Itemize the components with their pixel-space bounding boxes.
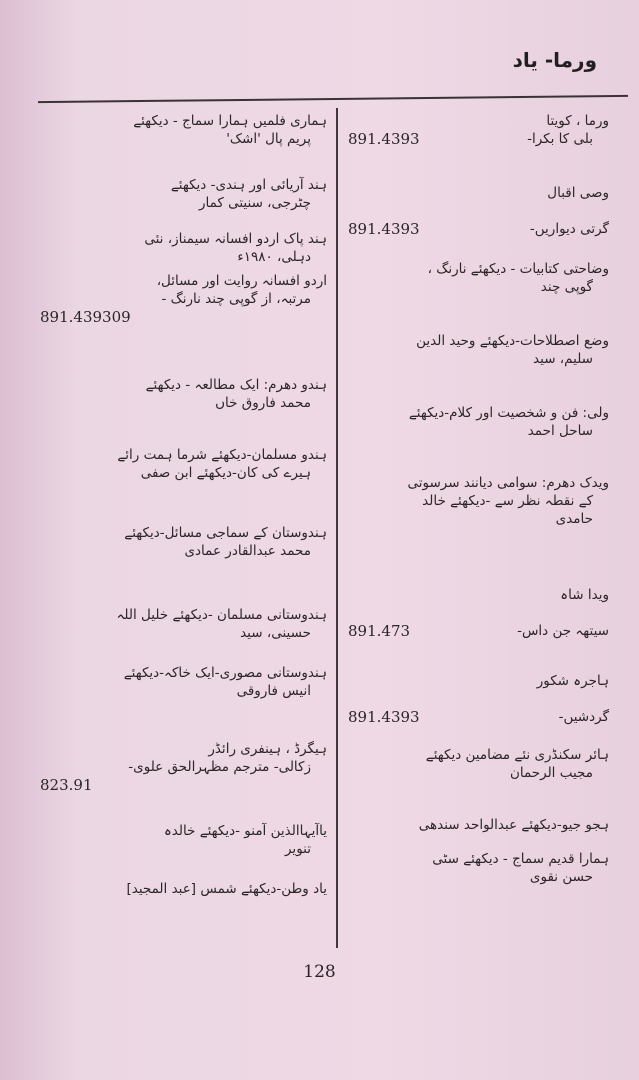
catalog-entry <box>348 746 609 782</box>
entry-heading: وضع اصطلاحات-دیکھئے وحید الدین <box>416 333 609 349</box>
catalog-entry <box>348 404 609 440</box>
catalog-entry <box>348 622 609 640</box>
catalog-entry <box>40 880 327 898</box>
classification-number: 891.439309 <box>40 308 131 326</box>
entry-heading: گرتی دیواریں- <box>529 221 609 237</box>
catalog-entry <box>348 708 609 726</box>
catalog-entry <box>348 112 609 148</box>
entry-heading: گردشیں- <box>558 709 609 725</box>
entry-subline: زکالی- مترجم مظہرالحق علوی- <box>128 759 311 775</box>
entry-heading: ہندو مسلمان-دیکھئے شرما ہمت رائے <box>117 447 327 463</box>
catalog-entry <box>40 112 327 148</box>
entry-subline: پریم پال 'اشک' <box>226 131 311 147</box>
classification-number: 823.91 <box>40 776 93 794</box>
entry-heading: ہندو دھرم: ایک مطالعہ - دیکھئے <box>145 377 327 393</box>
entry-subline: چٹرجی، سنیتی کمار <box>198 195 311 211</box>
catalog-entry <box>348 850 609 886</box>
entry-subline: محمد عبدالقادر عمادی <box>184 543 311 559</box>
entry-subline: ساحل احمد <box>527 423 593 439</box>
entry-subline: حسن نقوی <box>529 869 593 885</box>
entry-heading: ویدا شاہ <box>560 587 609 603</box>
classification-number: 891.4393 <box>348 220 420 238</box>
entry-subline: کے نقطہ نظر سے -دیکھئے خالد <box>422 493 593 509</box>
entry-heading: سیتھہ جن داس- <box>517 623 609 639</box>
entry-heading: ہماری فلمیں ہمارا سماج - دیکھئے <box>133 113 327 129</box>
page-number: 128 <box>303 962 336 982</box>
catalog-entry <box>348 220 609 238</box>
catalog-entry <box>348 332 609 368</box>
entry-heading: ہیگرڈ ، ہینفری رائڈر <box>208 741 327 757</box>
catalog-entry <box>40 524 327 560</box>
entry-heading: ہاجرہ شکور <box>536 673 609 689</box>
catalog-entry <box>348 474 609 528</box>
catalog-entry <box>40 664 327 700</box>
catalog-entry <box>348 184 609 202</box>
entry-heading: ہمارا قدیم سماج - دیکھئے سٹی <box>432 851 609 867</box>
entry-heading: ہندوستانی مسلمان -دیکھئے خلیل اللہ <box>116 607 327 623</box>
classification-number: 891.4393 <box>348 708 420 726</box>
column-divider <box>336 108 338 948</box>
catalog-entry <box>40 272 327 326</box>
header-rule <box>38 95 628 103</box>
catalog-entry <box>40 822 327 858</box>
catalog-entry <box>40 176 327 212</box>
page-header: ورما- یاد <box>512 48 597 72</box>
entry-heading: یاآیہاالذین آمنو -دیکھئے خالدہ <box>163 823 327 839</box>
catalog-entry <box>348 816 609 834</box>
entry-heading: ہند آریائی اور ہندی- دیکھئے <box>170 177 327 193</box>
entry-heading: وضاحتی کتابیات - دیکھئے نارنگ ، <box>427 261 609 277</box>
entry-heading: ہند پاک اردو افسانہ سیمناز، نئی <box>144 231 327 247</box>
entry-subline: سلیم، سید <box>533 351 593 367</box>
entry-heading: یاد وطن-دیکھئے شمس [عبد المجید] <box>126 881 327 897</box>
catalog-entry <box>40 230 327 266</box>
entry-heading: ورما ، کویتا <box>546 113 609 129</box>
entry-subline: مرتبہ، از گوپی چند نارنگ - <box>161 291 311 307</box>
catalog-entry <box>40 606 327 642</box>
entry-subline: انیس فاروقی <box>236 683 311 699</box>
classification-number: 891.4393 <box>348 130 420 148</box>
entry-heading: ہندوستان کے سماجی مسائل-دیکھئے <box>124 525 327 541</box>
entry-heading: وصی اقبال <box>547 185 609 201</box>
entry-subline: بلی کا بکرا- <box>527 131 593 147</box>
catalog-entry <box>348 260 609 296</box>
entry-heading: ویدک دھرم: سوامی دیانند سرسوتی <box>407 475 609 491</box>
catalog-entry <box>40 740 327 794</box>
catalog-entry <box>40 446 327 482</box>
entry-heading: ہجو جیو-دیکھئے عبدالواحد سندھی <box>418 817 609 833</box>
entry-heading: اردو افسانہ روایت اور مسائل، <box>156 273 327 289</box>
catalog-entry <box>348 672 609 690</box>
entry-subline: گوپی چند <box>540 279 593 295</box>
catalog-entry <box>40 376 327 412</box>
classification-number: 891.473 <box>348 622 411 640</box>
entry-subline: دہلی، ۱۹۸۰ء <box>237 249 311 265</box>
entry-subline: تنویر <box>284 841 311 857</box>
entry-heading: ہندوستانی مصوری-ایک خاکہ-دیکھئے <box>123 665 327 681</box>
entry-subline: حسینی، سید <box>240 625 311 641</box>
entry-subline: ہیرے کی کان-دیکھئے ابن صفی <box>140 465 311 481</box>
entry-subline: حامدی <box>555 511 593 527</box>
catalog-entry <box>348 586 609 604</box>
entry-subline: محمد فاروق خاں <box>215 395 311 411</box>
entry-subline: مجیب الرحمان <box>509 765 593 781</box>
entry-heading: ولی: فن و شخصیت اور کلام-دیکھئے <box>408 405 609 421</box>
entry-heading: ہائر سکنڈری نئے مضامین دیکھئے <box>425 747 609 763</box>
